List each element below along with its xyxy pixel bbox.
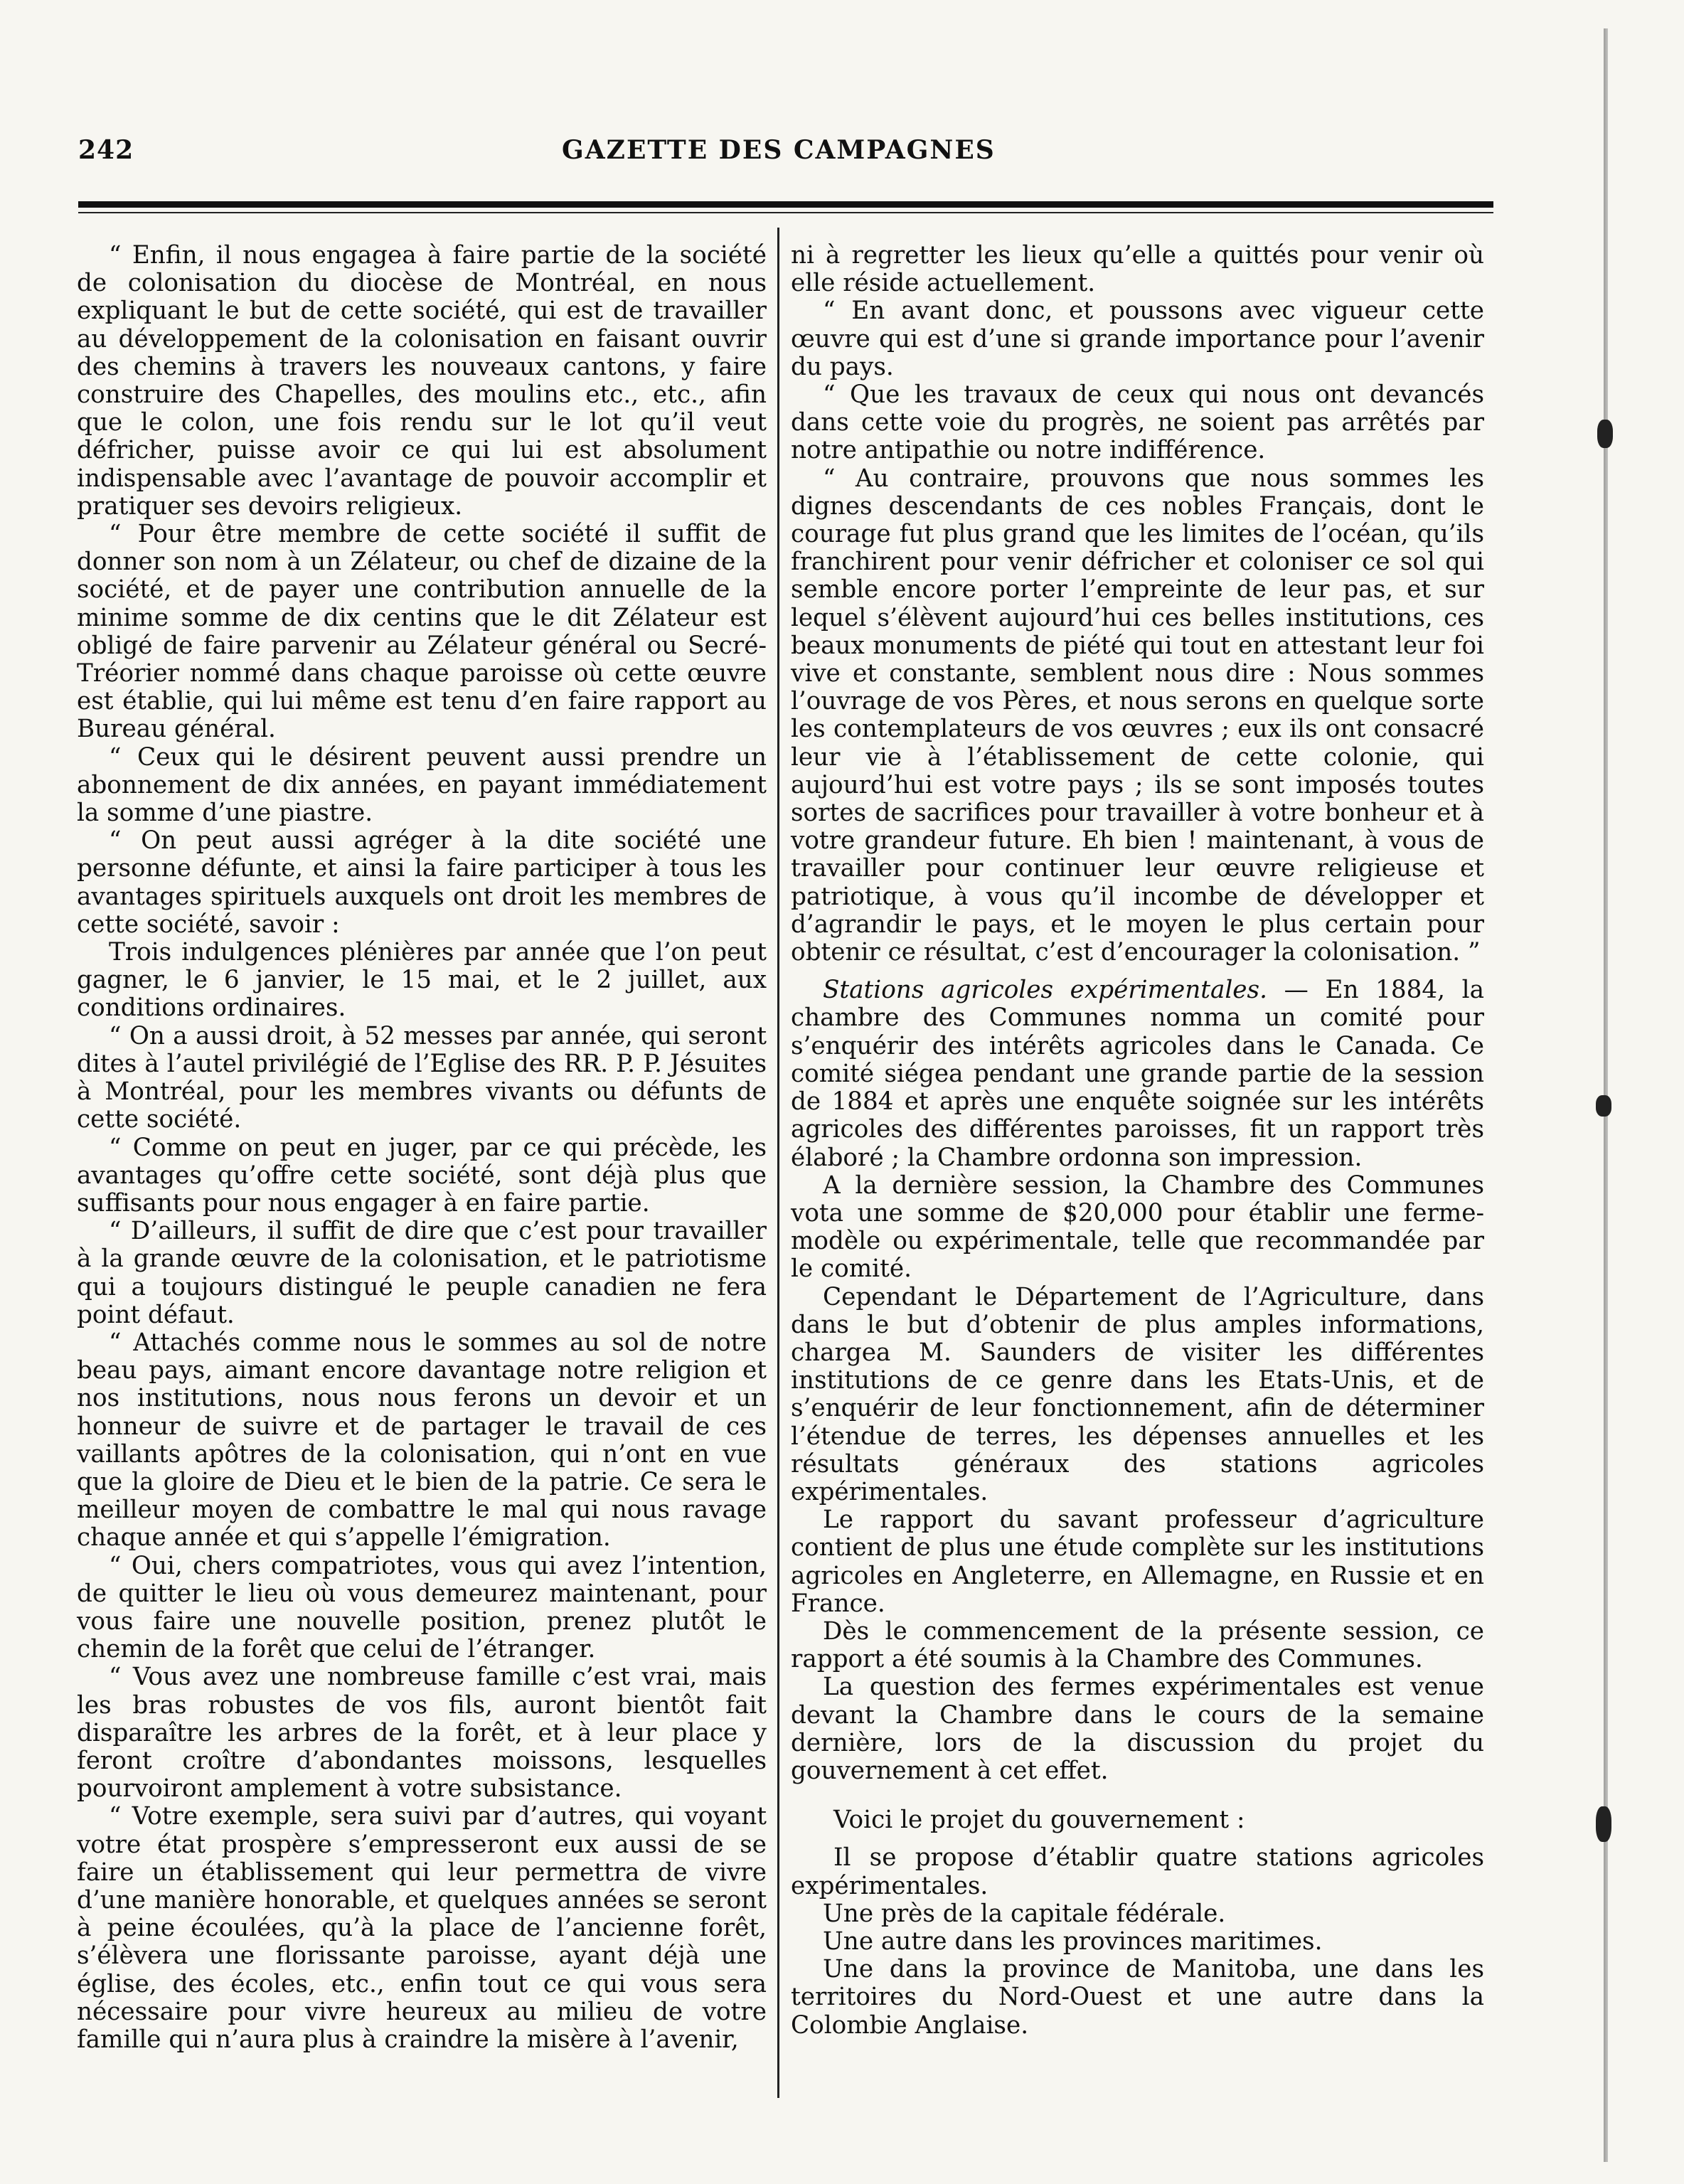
paragraph: “ En avant donc, et poussons avec vigueur cette œuvre qui est d’une si grande importance pour l’avenir du pays. [791,297,1484,381]
project-intro: Voici le projet du gouvernement : [833,1806,1245,1835]
section-paragraph [791,976,1484,1171]
paragraph: “ Au contraire, prouvons que nous sommes les dignes descendants de ces nobles Français, dont le courage fut plus grand que les limites de l’océan, qu’ils franchirent pour venir défricher et coloniser ce sol qui semble encore porter l’empreinte de leur pas, et sur lequel s’élèvent aujourd’hui ces belles institutions, ces beaux monuments de piété qui tout en attestant leur foi vive et constante, semblent nous dire : Nous sommes l’ouvrage de vos Pères, et nous serons en quelque sorte les contemplateurs de vos œuvres ; eux ils ont consacré leur vie à l’établissement de cette colonie, qui aujourd’hui est votre pays ; ils se sont imposés toutes sortes de sacrifices pour travailler à votre bonheur et à votre grandeur future. Eh bien ! maintenant, à vous de travailler pour continuer leur œuvre religieuse et patriotique, à vous qu’il incombe de développer et d’agrandir le pays, et le moyen le plus certain pour obtenir ce résultat, c’est d’encourager la colonisation. ” [791,464,1484,967]
header-rule-thick [78,201,1493,208]
paragraph: “ Pour être membre de cette société il suffit de donner son nom à un Zélateur, ou chef de dizaine de la société, et de payer une contribution annuelle de la minime somme de dix centins que le dit Zélateur est obligé de faire parvenir au Zélateur général ou Secré-Tréorier nommé dans chaque paroisse où cette œuvre est établie, qui lui même est tenu d’en faire rapport au Bureau général. [77,520,767,744]
right-column [791,242,1484,2040]
paragraph: A la dernière session, la Chambre des Communes vota une somme de $20,000 pour établir une ferme-modèle ou expérimentale, telle que recommandée par le comité. [791,1171,1484,1284]
header-rule-thin [78,212,1493,213]
paragraph: ni à regretter les lieux qu’elle a quittés pour venir où elle réside actuellement. [791,241,1484,298]
paragraph: “ Comme on peut en juger, par ce qui précède, les avantages qu’offre cette société, sont déjà plus que suffisants pour nous engager à en faire partie. [77,1133,767,1218]
binding-mark [1596,1806,1611,1842]
journal-title: GAZETTE DES CAMPAGNES [562,135,996,165]
paragraph: “ On peut aussi agréger à la dite société une personne défunte, et ainsi la faire participer à tous les avantages spirituels auxquels ont droit les membres de cette société, savoir : [77,826,767,939]
project-item: Une autre dans les provinces maritimes. [823,1927,1323,1956]
section-text: — En 1884, la chambre des Communes nomma un comité pour s’enquérir des intérêts agricoles dans le Canada. Ce comité siégea pendant une grande partie de la session de 1884 et après une enquête soignée sur les intérêts agricoles des différentes paroisses, fit un rapport très élaboré ; la Chambre ordonna son impression. [791,976,1484,1172]
binding-mark [1597,420,1613,448]
paragraph: Cependant le Département de l’Agriculture, dans dans le but d’obtenir de plus amples informations, chargea M. Saunders de visiter les différentes institutions de ce genre dans les Etats-Unis, et de s’enquérir de leur fonctionnement, afin de déterminer l’étendue de terres, les dépenses annuelles et les résultats généraux des stations agricoles expérimentales. [791,1282,1484,1506]
page-number: 242 [78,135,134,165]
paragraph: “ On a aussi droit, à 52 messes par année, qui seront dites à l’autel privilégié de l’Eglise des RR. P. P. Jésuites à Montréal, pour les membres vivants ou défunts de cette société. [77,1021,767,1134]
paragraph: “ Ceux qui le désirent peuvent aussi prendre un abonnement de dix années, en payant immédiatement la somme d’une piastre. [77,742,767,828]
paragraph: La question des fermes expérimentales est venue devant la Chambre dans le cours de la semaine dernière, lors de la discussion du projet du gouvernement à cet effet. [791,1673,1484,1785]
section-heading: Stations agricoles expérimentales. [823,976,1267,1005]
paragraph: “ Enfin, il nous engagea à faire partie de la société de colonisation du diocèse de Montréal, en nous expliquant le but de cette société, qui est de travailler au développement de la colonisation en faisant ouvrir des chemins à travers les nouveaux cantons, y faire construire des Chapelles, des moulins etc., etc., afin que le colon, une fois rendu sur le lot qu’il veut défricher, puisse avoir ce qui lui est absolument indispensable avec l’avantage de pouvoir accomplir et pratiquer ses devoirs religieux. [77,241,767,521]
project-item: Une dans la province de Manitoba, une dans les territoires du Nord-Ouest et une autre dans la Colombie Anglaise. [791,1955,1484,2040]
paragraph: “ Vous avez une nombreuse famille c’est vrai, mais les bras robustes de vos fils, auront bientôt fait disparaître les arbres de la forêt, et à leur place y feront croître d’abondantes moissons, lesquelles pourvoiront amplement à votre subsistance. [77,1663,767,1804]
paragraph: Trois indulgences plénières par année que l’on peut gagner, le 6 janvier, le 15 mai, et le 2 juillet, aux conditions ordinaires. [77,938,767,1023]
paragraph: “ Oui, chers compatriotes, vous qui avez l’intention, de quitter le lieu où vous demeurez maintenant, pour vous faire une nouvelle position, prenez plutôt le chemin de la forêt que celui de l’étranger. [77,1551,767,1664]
column-divider [777,228,779,2098]
paragraph: “ Attachés comme nous le sommes au sol de notre beau pays, aimant encore davantage notre religion et nos institutions, nous nous ferons un devoir et un honneur de suivre et de partager le travail de ces vaillants apôtres de la colonisation, qui n’ont en vue que la gloire de Dieu et le bien de la patrie. Ce sera le meilleur moyen de combattre le mal qui nous ravage chaque année et qui s’appelle l’émigration. [77,1328,767,1552]
left-column [77,242,767,2054]
binding-mark [1596,1095,1611,1117]
project-item: Une près de la capitale fédérale. [823,1899,1226,1928]
paragraph: Le rapport du savant professeur d’agriculture contient de plus une étude complète sur les institutions agricoles en Angleterre, en Allemagne, en Russie et en France. [791,1506,1484,1618]
paragraph: Dès le commencement de la présente session, ce rapport a été soumis à la Chambre des Communes. [791,1616,1484,1674]
page-header [78,135,1493,178]
paragraph: “ Votre exemple, sera suivi par d’autres, qui voyant votre état prospère s’empresseront eux aussi de se faire un établissement qui leur permettra de vivre d’une manière honorable, et quelques années se seront à peine écoulées, qu’à la place de l’ancienne forêt, s’élèvera une florissante paroisse, ayant déjà une église, des écoles, etc., enfin tout ce qui vous sera nécessaire pour vivre heureux au milieu de votre famille qui n’aura plus à craindre la misère à l’avenir, [77,1802,767,2054]
project-item: Il se propose d’établir quatre stations agricoles expérimentales. [791,1843,1484,1900]
paragraph: “ Que les travaux de ceux qui nous ont devancés dans cette voie du progrès, ne soient pas arrêtés par notre antipathie ou notre indifférence. [791,380,1484,465]
paragraph: “ D’ailleurs, il suffit de dire que c’est pour travailler à la grande œuvre de la colonisation, et le patriotisme qui a toujours distingué le peuple canadien ne fera point défaut. [77,1217,767,1329]
